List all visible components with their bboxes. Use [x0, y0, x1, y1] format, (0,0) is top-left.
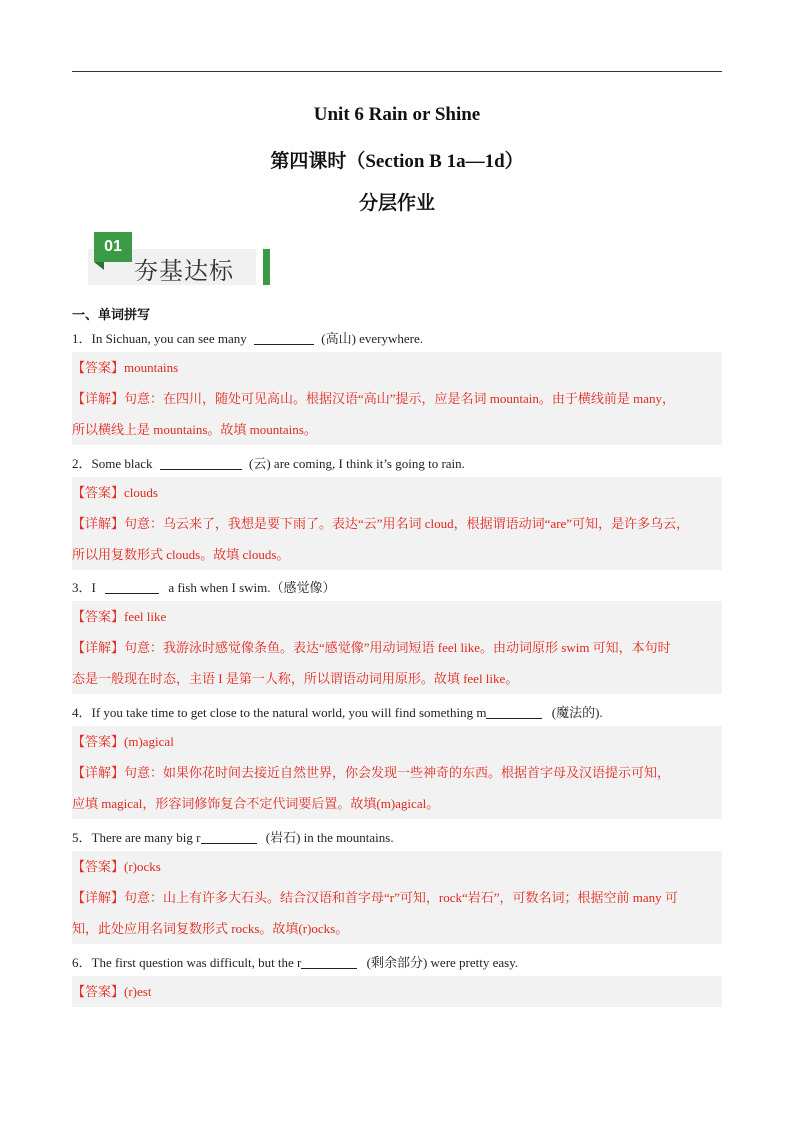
doc-subtitle: 第四课时（Section B 1a—1d） [270, 151, 524, 172]
answer-blank [301, 954, 357, 969]
answer-line: 【答案】(r)ocks [72, 859, 161, 874]
answer-blank [201, 829, 257, 844]
doc-title: Unit 6 Rain or Shine [313, 104, 481, 125]
detail-line: 【详解】句意：我游泳时感觉像条鱼。表达“感觉像”用动词短语 feel like。由动词原形 swim 可知，本句时 [72, 640, 671, 655]
question-text-pre: 3．I [72, 580, 100, 595]
answer-panel [72, 477, 722, 570]
question-text-post: (魔法的). [548, 705, 603, 720]
question-text-pre: 5．There are many big r [72, 830, 201, 845]
question-line [72, 950, 722, 976]
question-2 [72, 451, 722, 570]
question-line [72, 825, 722, 851]
question-line [72, 326, 722, 352]
badge-accent-bar [263, 249, 270, 285]
question-line [72, 451, 722, 477]
question-text-pre: 6．The first question was difficult, but the r [72, 955, 302, 970]
answer-panel [72, 976, 722, 1007]
badge-number: 01 [94, 232, 132, 262]
question-text-post: (云) are coming, I think it’s going to rain. [245, 456, 465, 471]
detail-line: 态是一般现在时态，主语 I 是第一人称，所以谓语动词用原形。故填 feel like。 [72, 671, 519, 686]
question-6 [72, 950, 722, 1007]
top-rule [72, 71, 722, 72]
question-text-pre: 4．If you take time to get close to the natural world, you will find something m [72, 705, 487, 720]
detail-line: 应填 magical，形容词修饰复合不定代词要后置。故填(m)agical。 [72, 796, 440, 811]
answer-panel [72, 352, 722, 445]
answer-blank [105, 579, 159, 594]
question-text-pre: 2．Some black [72, 456, 156, 471]
question-line [72, 700, 722, 726]
detail-line: 【详解】句意：如果你花时间去接近自然世界，你会发现一些神奇的东西。根据首字母及汉语提示可知， [72, 765, 671, 780]
detail-line: 【详解】句意：在四川，随处可见高山。根据汉语“高山”提示，应是名词 mountain。由于横线前是 many， [72, 391, 676, 406]
answer-panel [72, 726, 722, 819]
answer-blank [486, 704, 542, 719]
question-1 [72, 326, 722, 445]
answer-panel [72, 601, 722, 694]
question-3 [72, 575, 722, 694]
answer-line: 【答案】feel like [72, 609, 167, 624]
question-4 [72, 700, 722, 819]
part-heading: 一、单词拼写 [72, 308, 151, 323]
detail-line: 【详解】句意：乌云来了，我想是要下雨了。表达“云”用名词 cloud，根据谓语动词“are”可知，是许多乌云， [72, 516, 690, 531]
badge-label: 夯基达标 [134, 257, 234, 285]
doc-subtitle-2: 分层作业 [358, 193, 435, 214]
badge-fold-icon [94, 262, 104, 270]
detail-line: 所以用复数形式 clouds。故填 clouds。 [72, 547, 290, 562]
detail-line: 知，此处应用名词复数形式 rocks。故填(r)ocks。 [72, 921, 349, 936]
answer-line: 【答案】mountains [72, 360, 179, 375]
answer-line: 【答案】(m)agical [72, 734, 174, 749]
detail-line: 【详解】句意：山上有许多大石头。结合汉语和首字母“r”可知，rock“岩石”，可数名词；根据空前 many 可 [72, 890, 678, 905]
question-line [72, 575, 722, 601]
question-text-pre: 1．In Sichuan, you can see many [72, 331, 250, 346]
answer-blank [254, 330, 314, 345]
question-text-post: (高山) everywhere. [317, 331, 424, 346]
detail-line: 所以横线上是 mountains。故填 mountains。 [72, 422, 317, 437]
question-text-post: (岩石) in the mountains. [262, 830, 394, 845]
answer-blank [160, 455, 242, 470]
question-text-post: a fish when I swim.（感觉像） [165, 580, 336, 595]
section-badge [88, 232, 273, 288]
answer-line: 【答案】(r)est [72, 984, 152, 999]
answer-panel [72, 851, 722, 944]
answer-line: 【答案】clouds [72, 485, 158, 500]
question-5 [72, 825, 722, 944]
question-text-post: (剩余部分) were pretty easy. [363, 955, 519, 970]
